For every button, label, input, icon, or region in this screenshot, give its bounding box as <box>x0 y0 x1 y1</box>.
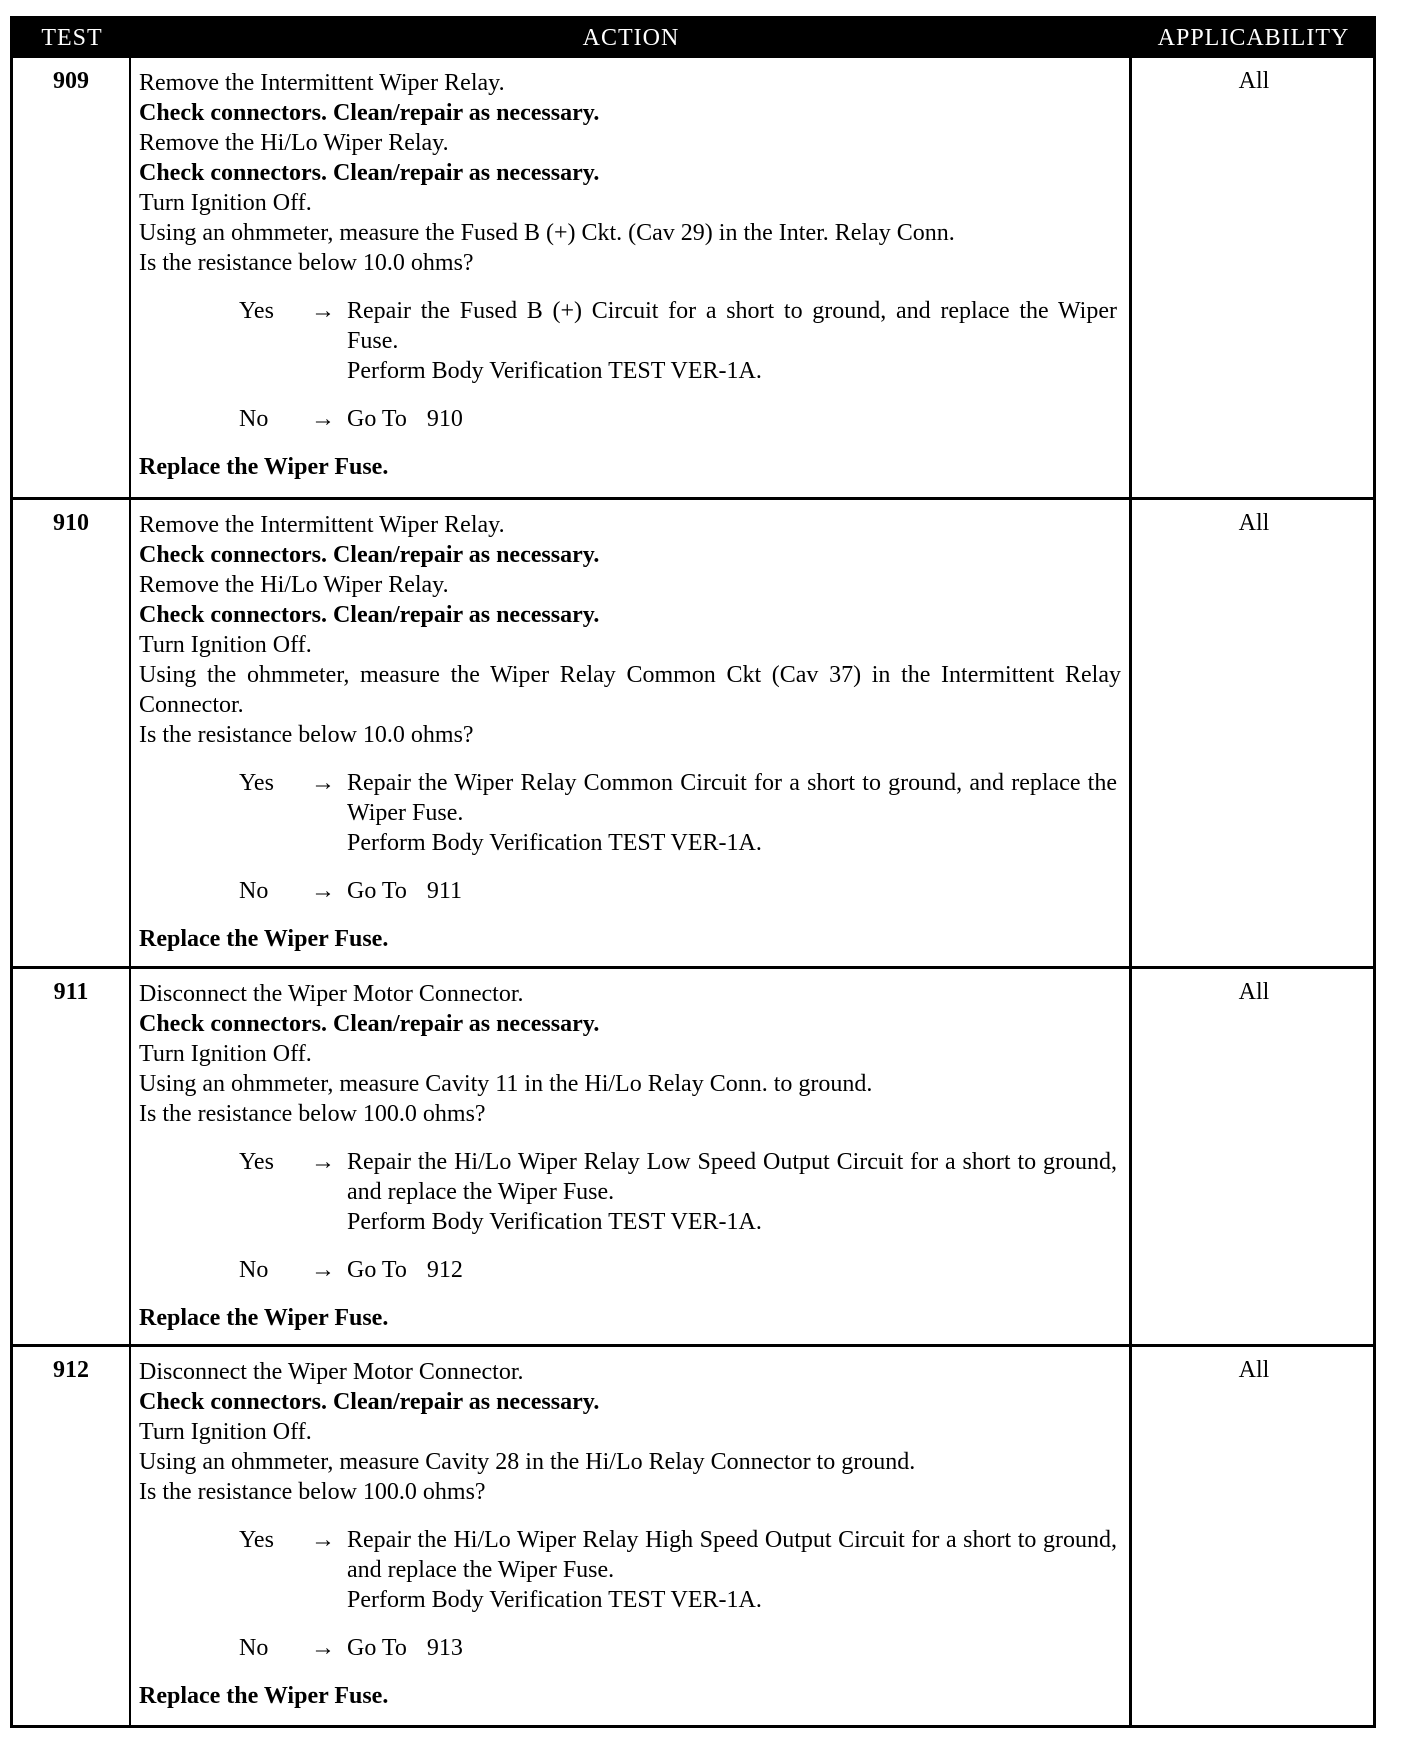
instruction-line: Using the ohmmeter, measure the Wiper Relay Common Ckt (Cav 37) in the Intermittent Relay Connector. <box>139 662 1121 718</box>
instruction-line: Disconnect the Wiper Motor Connector. <box>139 1359 524 1385</box>
no-result <box>347 1633 1117 1663</box>
test-row <box>13 966 1373 1344</box>
goto-label: Go To <box>347 1257 407 1283</box>
instruction-line: Is the resistance below 100.0 ohms? <box>139 1479 486 1505</box>
yes-result <box>347 768 1117 858</box>
table-header <box>13 19 1373 58</box>
answer-block <box>139 1147 1121 1285</box>
header-action: ACTION <box>582 25 680 51</box>
no-label: No <box>239 1257 269 1283</box>
yes-label: Yes <box>239 298 274 324</box>
no-label: No <box>239 1635 269 1661</box>
test-number: 912 <box>13 1347 131 1725</box>
yes-label: Yes <box>239 1527 274 1553</box>
instruction-line: Remove the Intermittent Wiper Relay. <box>139 70 505 96</box>
action-cell <box>131 58 1132 497</box>
instruction-bold: Check connectors. Clean/repair as necessary. <box>139 160 600 186</box>
arrow-right-icon: → <box>311 1527 335 1553</box>
action-cell <box>131 1347 1132 1725</box>
applicability-cell: All <box>1238 1357 1270 1383</box>
diagnostic-table <box>10 16 1376 1728</box>
instruction-bold: Check connectors. Clean/repair as necessary. <box>139 1389 600 1415</box>
goto-target[interactable]: 912 <box>426 1257 463 1283</box>
goto-target[interactable]: 911 <box>426 878 462 904</box>
arrow-right-icon: → <box>311 878 335 904</box>
test-row <box>13 1344 1373 1725</box>
instruction-line: Is the resistance below 10.0 ohms? <box>139 722 474 748</box>
instruction-bold: Check connectors. Clean/repair as necessary. <box>139 542 600 568</box>
answer-block <box>139 1525 1121 1663</box>
instruction-bold: Check connectors. Clean/repair as necessary. <box>139 1011 600 1037</box>
test-row <box>13 58 1373 497</box>
instruction-bold: Check connectors. Clean/repair as necessary. <box>139 100 600 126</box>
yes-verify: Perform Body Verification TEST VER-1A. <box>347 1587 762 1613</box>
goto-label: Go To <box>347 406 407 432</box>
arrow-right-icon: → <box>311 406 335 432</box>
arrow-right-icon: → <box>311 298 335 324</box>
instruction-line: Is the resistance below 10.0 ohms? <box>139 250 474 276</box>
arrow-right-icon: → <box>311 1635 335 1661</box>
goto-target[interactable]: 910 <box>426 406 463 432</box>
instruction-line: Disconnect the Wiper Motor Connector. <box>139 981 524 1007</box>
yes-verify: Perform Body Verification TEST VER-1A. <box>347 358 762 384</box>
test-number: 910 <box>13 500 131 966</box>
instruction-line: Turn Ignition Off. <box>139 1419 312 1445</box>
instruction-line: Using an ohmmeter, measure Cavity 28 in the Hi/Lo Relay Connector to ground. <box>139 1449 916 1475</box>
yes-result <box>347 1525 1117 1615</box>
goto-target[interactable]: 913 <box>426 1635 463 1661</box>
no-label: No <box>239 406 269 432</box>
goto-label: Go To <box>347 1635 407 1661</box>
yes-text: Repair the Hi/Lo Wiper Relay Low Speed Output Circuit for a short to ground, and replace the Wiper Fuse. <box>347 1149 1117 1205</box>
no-label: No <box>239 878 269 904</box>
yes-branch <box>239 768 1121 858</box>
no-result <box>347 1255 1117 1285</box>
final-instruction: Replace the Wiper Fuse. <box>139 454 389 480</box>
arrow-right-icon: → <box>311 770 335 796</box>
header-applicability: APPLICABILITY <box>1157 25 1350 51</box>
arrow-right-icon: → <box>311 1257 335 1283</box>
yes-verify: Perform Body Verification TEST VER-1A. <box>347 1209 762 1235</box>
yes-text: Repair the Wiper Relay Common Circuit for a short to ground, and replace the Wiper Fuse. <box>347 770 1117 826</box>
instruction-bold: Check connectors. Clean/repair as necessary. <box>139 602 600 628</box>
yes-label: Yes <box>239 770 274 796</box>
final-instruction: Replace the Wiper Fuse. <box>139 1683 389 1709</box>
goto-label: Go To <box>347 878 407 904</box>
no-branch <box>239 1633 1121 1663</box>
yes-result <box>347 1147 1117 1237</box>
applicability-cell: All <box>1238 510 1270 536</box>
yes-label: Yes <box>239 1149 274 1175</box>
no-branch <box>239 876 1121 906</box>
yes-branch <box>239 1525 1121 1615</box>
yes-text: Repair the Fused B (+) Circuit for a short to ground, and replace the Wiper Fuse. <box>347 298 1117 354</box>
no-branch <box>239 1255 1121 1285</box>
action-cell <box>131 969 1132 1344</box>
instruction-line: Using an ohmmeter, measure Cavity 11 in the Hi/Lo Relay Conn. to ground. <box>139 1071 873 1097</box>
test-row <box>13 497 1373 966</box>
instruction-line: Is the resistance below 100.0 ohms? <box>139 1101 486 1127</box>
arrow-right-icon: → <box>311 1149 335 1175</box>
final-instruction: Replace the Wiper Fuse. <box>139 926 389 952</box>
yes-verify: Perform Body Verification TEST VER-1A. <box>347 830 762 856</box>
answer-block <box>139 768 1121 906</box>
instruction-line: Turn Ignition Off. <box>139 190 312 216</box>
instruction-line: Remove the Intermittent Wiper Relay. <box>139 512 505 538</box>
instruction-line: Remove the Hi/Lo Wiper Relay. <box>139 572 449 598</box>
test-number: 909 <box>13 58 131 497</box>
applicability-cell: All <box>1238 68 1270 94</box>
yes-result <box>347 296 1117 386</box>
applicability-cell: All <box>1238 979 1270 1005</box>
yes-branch <box>239 1147 1121 1237</box>
yes-text: Repair the Hi/Lo Wiper Relay High Speed Output Circuit for a short to ground, and replace the Wiper Fuse. <box>347 1527 1117 1583</box>
yes-branch <box>239 296 1121 386</box>
action-cell <box>131 500 1132 966</box>
instruction-line: Using an ohmmeter, measure the Fused B (+) Ckt. (Cav 29) in the Inter. Relay Conn. <box>139 220 955 246</box>
test-number: 911 <box>13 969 131 1344</box>
no-branch <box>239 404 1121 434</box>
instruction-line: Turn Ignition Off. <box>139 632 312 658</box>
instruction-line: Turn Ignition Off. <box>139 1041 312 1067</box>
answer-block <box>139 296 1121 434</box>
instruction-line: Remove the Hi/Lo Wiper Relay. <box>139 130 449 156</box>
no-result <box>347 404 1117 434</box>
header-test: TEST <box>41 25 103 51</box>
no-result <box>347 876 1117 906</box>
final-instruction: Replace the Wiper Fuse. <box>139 1305 389 1331</box>
